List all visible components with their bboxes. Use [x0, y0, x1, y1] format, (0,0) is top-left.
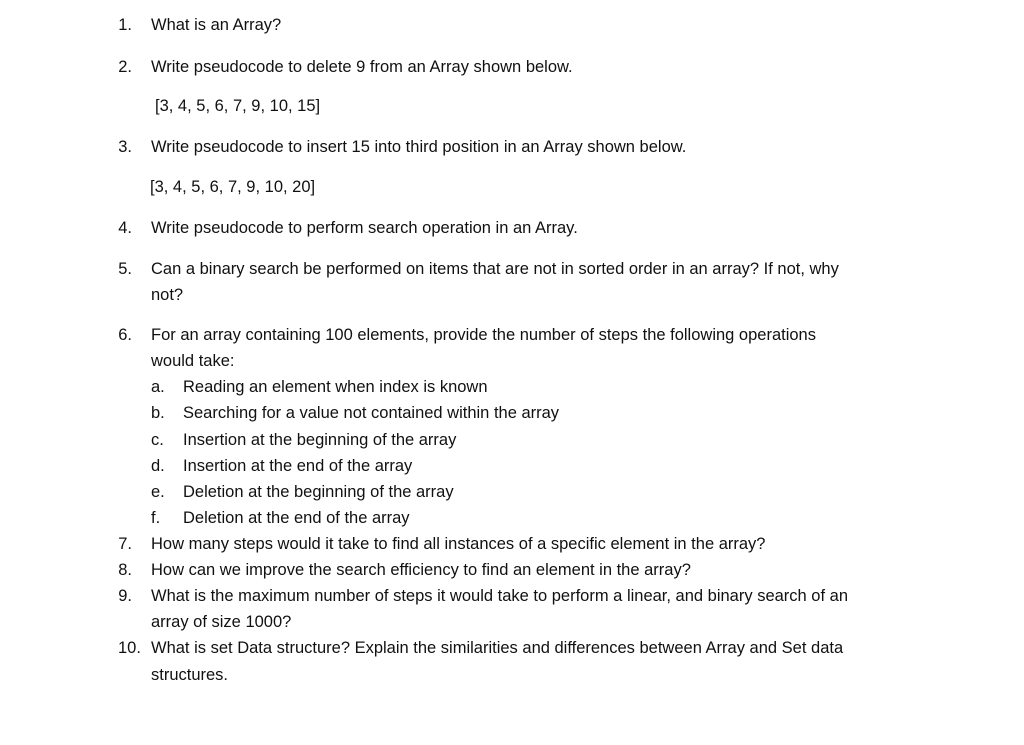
- question-text: For an array containing 100 elements, provide the number of steps the following operations: [151, 326, 816, 344]
- question-text: How many steps would it take to find all instances of a specific element in the array?: [151, 535, 766, 553]
- question-number: 5.: [118, 260, 132, 278]
- sub-item-letter: f.: [151, 509, 161, 527]
- question-text: What is the maximum number of steps it would take to perform a linear, and binary search of an: [151, 587, 848, 605]
- sub-item-text: Insertion at the end of the array: [183, 457, 413, 475]
- array-values: [3, 4, 5, 6, 7, 9, 10, 20]: [150, 178, 316, 196]
- question-text: What is an Array?: [151, 16, 282, 34]
- question-text: What is set Data structure? Explain the similarities and differences between Array and Set data: [151, 639, 844, 657]
- sub-item-text: Deletion at the end of the array: [183, 509, 410, 527]
- question-text: not?: [151, 286, 184, 304]
- sub-item-text: Searching for a value not contained within the array: [183, 404, 560, 422]
- question-text: Can a binary search be performed on items that are not in sorted order in an array? If not, why: [151, 260, 839, 278]
- sub-item-letter: c.: [151, 431, 164, 449]
- question-number: 4.: [118, 219, 132, 237]
- question-text: would take:: [151, 352, 235, 370]
- question-text: Write pseudocode to insert 15 into third position in an Array shown below.: [151, 138, 687, 156]
- sub-item-text: Insertion at the beginning of the array: [183, 431, 457, 449]
- sub-item-text: Reading an element when index is known: [183, 378, 488, 396]
- question-number: 9.: [118, 587, 132, 605]
- question-number: 1.: [118, 16, 132, 34]
- array-values: [3, 4, 5, 6, 7, 9, 10, 15]: [155, 97, 321, 115]
- question-number: 2.: [118, 58, 132, 76]
- question-number: 3.: [118, 138, 132, 156]
- sub-item-text: Deletion at the beginning of the array: [183, 483, 454, 501]
- question-text: array of size 1000?: [151, 613, 292, 631]
- question-number: 10.: [118, 639, 141, 657]
- sub-item-letter: e.: [151, 483, 165, 501]
- sub-item-letter: a.: [151, 378, 165, 396]
- question-text: How can we improve the search efficiency to find an element in the array?: [151, 561, 691, 579]
- question-number: 8.: [118, 561, 132, 579]
- question-text: Write pseudocode to perform search operation in an Array.: [151, 219, 578, 237]
- question-number: 7.: [118, 535, 132, 553]
- question-number: 6.: [118, 326, 132, 344]
- sub-item-letter: d.: [151, 457, 165, 475]
- question-text: structures.: [151, 666, 229, 684]
- sub-item-letter: b.: [151, 404, 165, 422]
- question-text: Write pseudocode to delete 9 from an Array shown below.: [151, 58, 573, 76]
